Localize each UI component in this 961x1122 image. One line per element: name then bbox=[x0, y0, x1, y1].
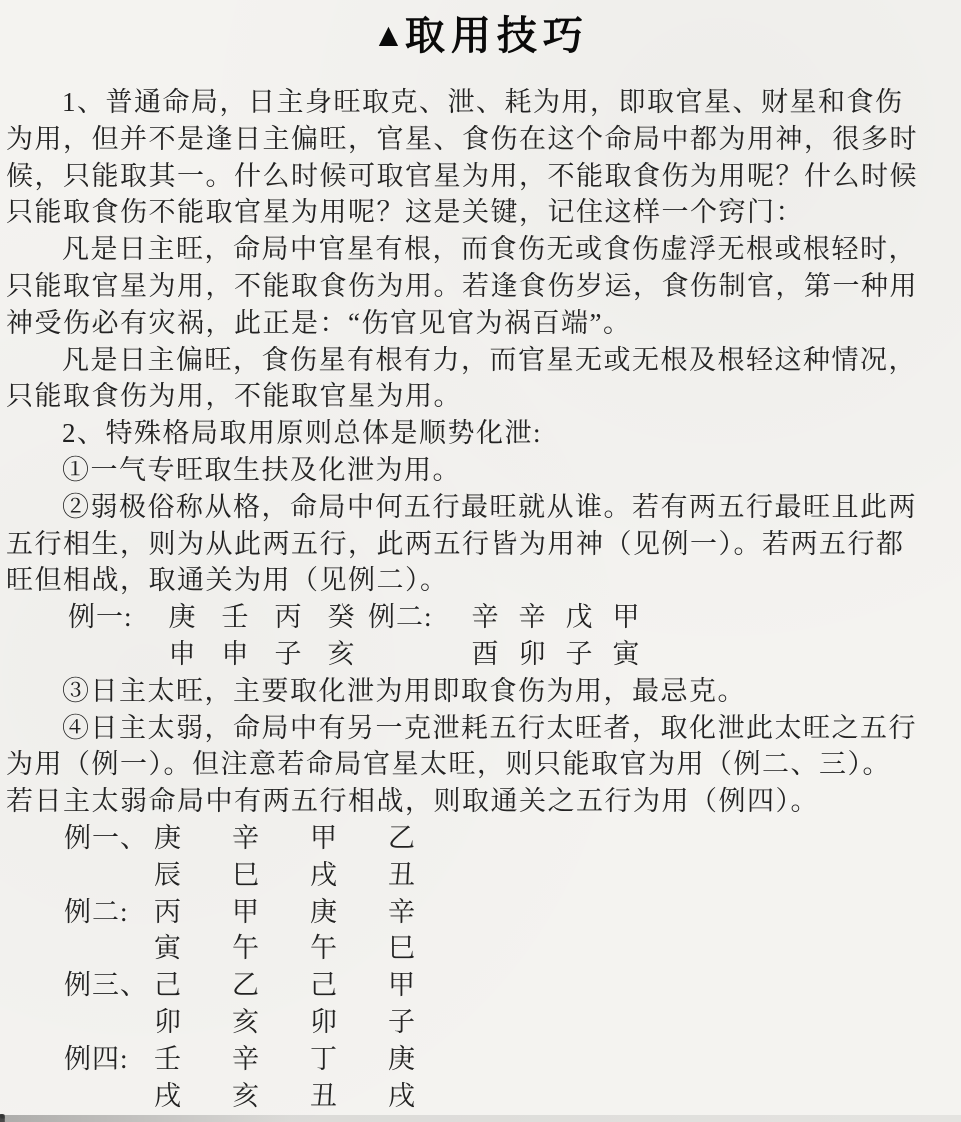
branch-char: 亥 bbox=[232, 1080, 260, 1111]
inline-examples-branch-row bbox=[68, 636, 957, 673]
branch-char: 寅 bbox=[612, 638, 641, 669]
text-line: 为用（例一）。但注意若命局官星太旺，则只能取官为用（例二、三）。 bbox=[6, 749, 891, 780]
branch-char: 丑 bbox=[388, 859, 416, 890]
branch-char: 丑 bbox=[310, 1080, 338, 1111]
text-line: ④日主太弱，命局中有另一克泄耗五行太旺者，取化泄此太旺之五行 bbox=[62, 712, 917, 743]
example-label: 例三、 bbox=[64, 970, 148, 1001]
text-line: 若日主太弱命局中有两五行相战，则取通关之五行为用（例四）。 bbox=[6, 786, 819, 817]
example-label: 例四: bbox=[64, 1043, 129, 1074]
branch-char: 巳 bbox=[388, 933, 416, 964]
branch-char: 申 bbox=[168, 638, 197, 669]
branch-char: 子 bbox=[565, 638, 594, 669]
branch-char: 申 bbox=[221, 638, 250, 669]
text-line: 神受伤必有灾祸，此正是：“伤官见官为祸百端”。 bbox=[6, 307, 632, 338]
branch-char: 午 bbox=[232, 933, 260, 964]
example-label: 例一: bbox=[68, 602, 133, 633]
stem-char: 乙 bbox=[232, 970, 260, 1001]
stem-char: 丁 bbox=[310, 1043, 338, 1074]
inline-examples-stem-row bbox=[68, 599, 957, 636]
stem-char: 己 bbox=[310, 970, 338, 1001]
stem-char: 甲 bbox=[612, 602, 641, 633]
branch-char: 酉 bbox=[471, 638, 500, 669]
text-line: 为用，但并不是逢日主偏旺，官星、食伤在这个命局中都为用神，很多时 bbox=[6, 123, 918, 154]
text-line: 五行相生，则为从此两五行，此两五行皆为用神（见例一）。若两五行都 bbox=[6, 528, 905, 559]
branch-char: 子 bbox=[274, 638, 303, 669]
example-label-spacer bbox=[64, 857, 154, 894]
stem-char: 己 bbox=[154, 970, 182, 1001]
branch-char: 亥 bbox=[232, 1006, 260, 1037]
branch-char: 卯 bbox=[518, 638, 547, 669]
text-line: 凡是日主旺，命局中官星有根，而食伤无或食伤虚浮无根或根轻时， bbox=[62, 234, 917, 265]
text-line: 凡是日主偏旺，食伤星有根有力，而官星无或无根及根轻这种情况， bbox=[62, 344, 917, 375]
example-label-spacer bbox=[68, 636, 156, 673]
branch-char: 巳 bbox=[232, 859, 260, 890]
document-body bbox=[0, 60, 961, 1114]
branch-char: 戌 bbox=[388, 1080, 416, 1111]
stem-char: 丙 bbox=[274, 602, 303, 633]
branch-char: 戌 bbox=[310, 859, 338, 890]
text-line: ③日主太旺，主要取化泄为用即取食伤为用，最忌克。 bbox=[62, 675, 746, 706]
stem-char: 庚 bbox=[154, 822, 182, 853]
stem-char: 乙 bbox=[388, 822, 416, 853]
stem-char: 辛 bbox=[518, 602, 547, 633]
stem-char: 甲 bbox=[310, 822, 338, 853]
stem-char: 辛 bbox=[232, 1043, 260, 1074]
text-line: 只能取食伤为用，不能取官星为用。 bbox=[6, 381, 462, 412]
stem-char: 癸 bbox=[327, 602, 356, 633]
triangle-icon: ▲ bbox=[372, 18, 405, 54]
branch-char: 卯 bbox=[310, 1006, 338, 1037]
example-label: 例二: bbox=[368, 602, 433, 633]
stem-char: 辛 bbox=[388, 896, 416, 927]
text-line: 2、特殊格局取用原则总体是顺势化泄: bbox=[62, 418, 543, 449]
branch-char: 卯 bbox=[154, 1006, 182, 1037]
example-label-spacer bbox=[368, 636, 462, 673]
stem-char: 丙 bbox=[154, 896, 182, 927]
branch-char: 戌 bbox=[154, 1080, 182, 1111]
text-line: 只能取食伤不能取官星为用呢？这是关键，记住这样一个窍门： bbox=[6, 197, 804, 228]
stem-char: 戊 bbox=[565, 602, 594, 633]
example-label: 例二: bbox=[64, 896, 129, 927]
stem-char: 甲 bbox=[232, 896, 260, 927]
text-line: ①一气专旺取生扶及化泄为用。 bbox=[62, 454, 461, 485]
pillar-examples-table bbox=[64, 820, 957, 1114]
branch-char: 辰 bbox=[154, 859, 182, 890]
stem-char: 甲 bbox=[388, 970, 416, 1001]
page-title bbox=[0, 0, 961, 60]
text-line: 1、普通命局，日主身旺取克、泄、耗为用，即取官星、财星和食伤 bbox=[62, 87, 904, 117]
stem-char: 辛 bbox=[471, 602, 500, 633]
scan-edge-smudge bbox=[0, 1115, 961, 1122]
page-title-text: 取用技巧 bbox=[404, 13, 589, 58]
example-label-spacer bbox=[64, 930, 154, 967]
text-line: 只能取官星为用，不能取食伤为用。若逢食伤岁运，食伤制官，第一种用 bbox=[6, 270, 918, 301]
stem-char: 壬 bbox=[221, 602, 250, 633]
branch-char: 寅 bbox=[154, 933, 182, 964]
stem-char: 庚 bbox=[388, 1043, 416, 1074]
branch-char: 亥 bbox=[327, 638, 356, 669]
branch-char: 子 bbox=[388, 1006, 416, 1037]
stem-char: 壬 bbox=[154, 1043, 182, 1074]
example-label-spacer bbox=[64, 1004, 154, 1041]
stem-char: 辛 bbox=[232, 822, 260, 853]
branch-char: 午 bbox=[310, 933, 338, 964]
stem-char: 庚 bbox=[168, 602, 197, 633]
text-line: ②弱极俗称从格，命局中何五行最旺就从谁。若有两五行最旺且此两 bbox=[62, 491, 917, 522]
stem-char: 庚 bbox=[310, 896, 338, 927]
example-label-spacer bbox=[64, 1078, 154, 1115]
text-line: 候，只能取其一。什么时候可取官星为用，不能取食伤为用呢？什么时候 bbox=[6, 160, 918, 191]
example-label: 例一、 bbox=[64, 822, 148, 853]
text-line: 旺但相战，取通关为用（见例二）。 bbox=[6, 565, 449, 596]
